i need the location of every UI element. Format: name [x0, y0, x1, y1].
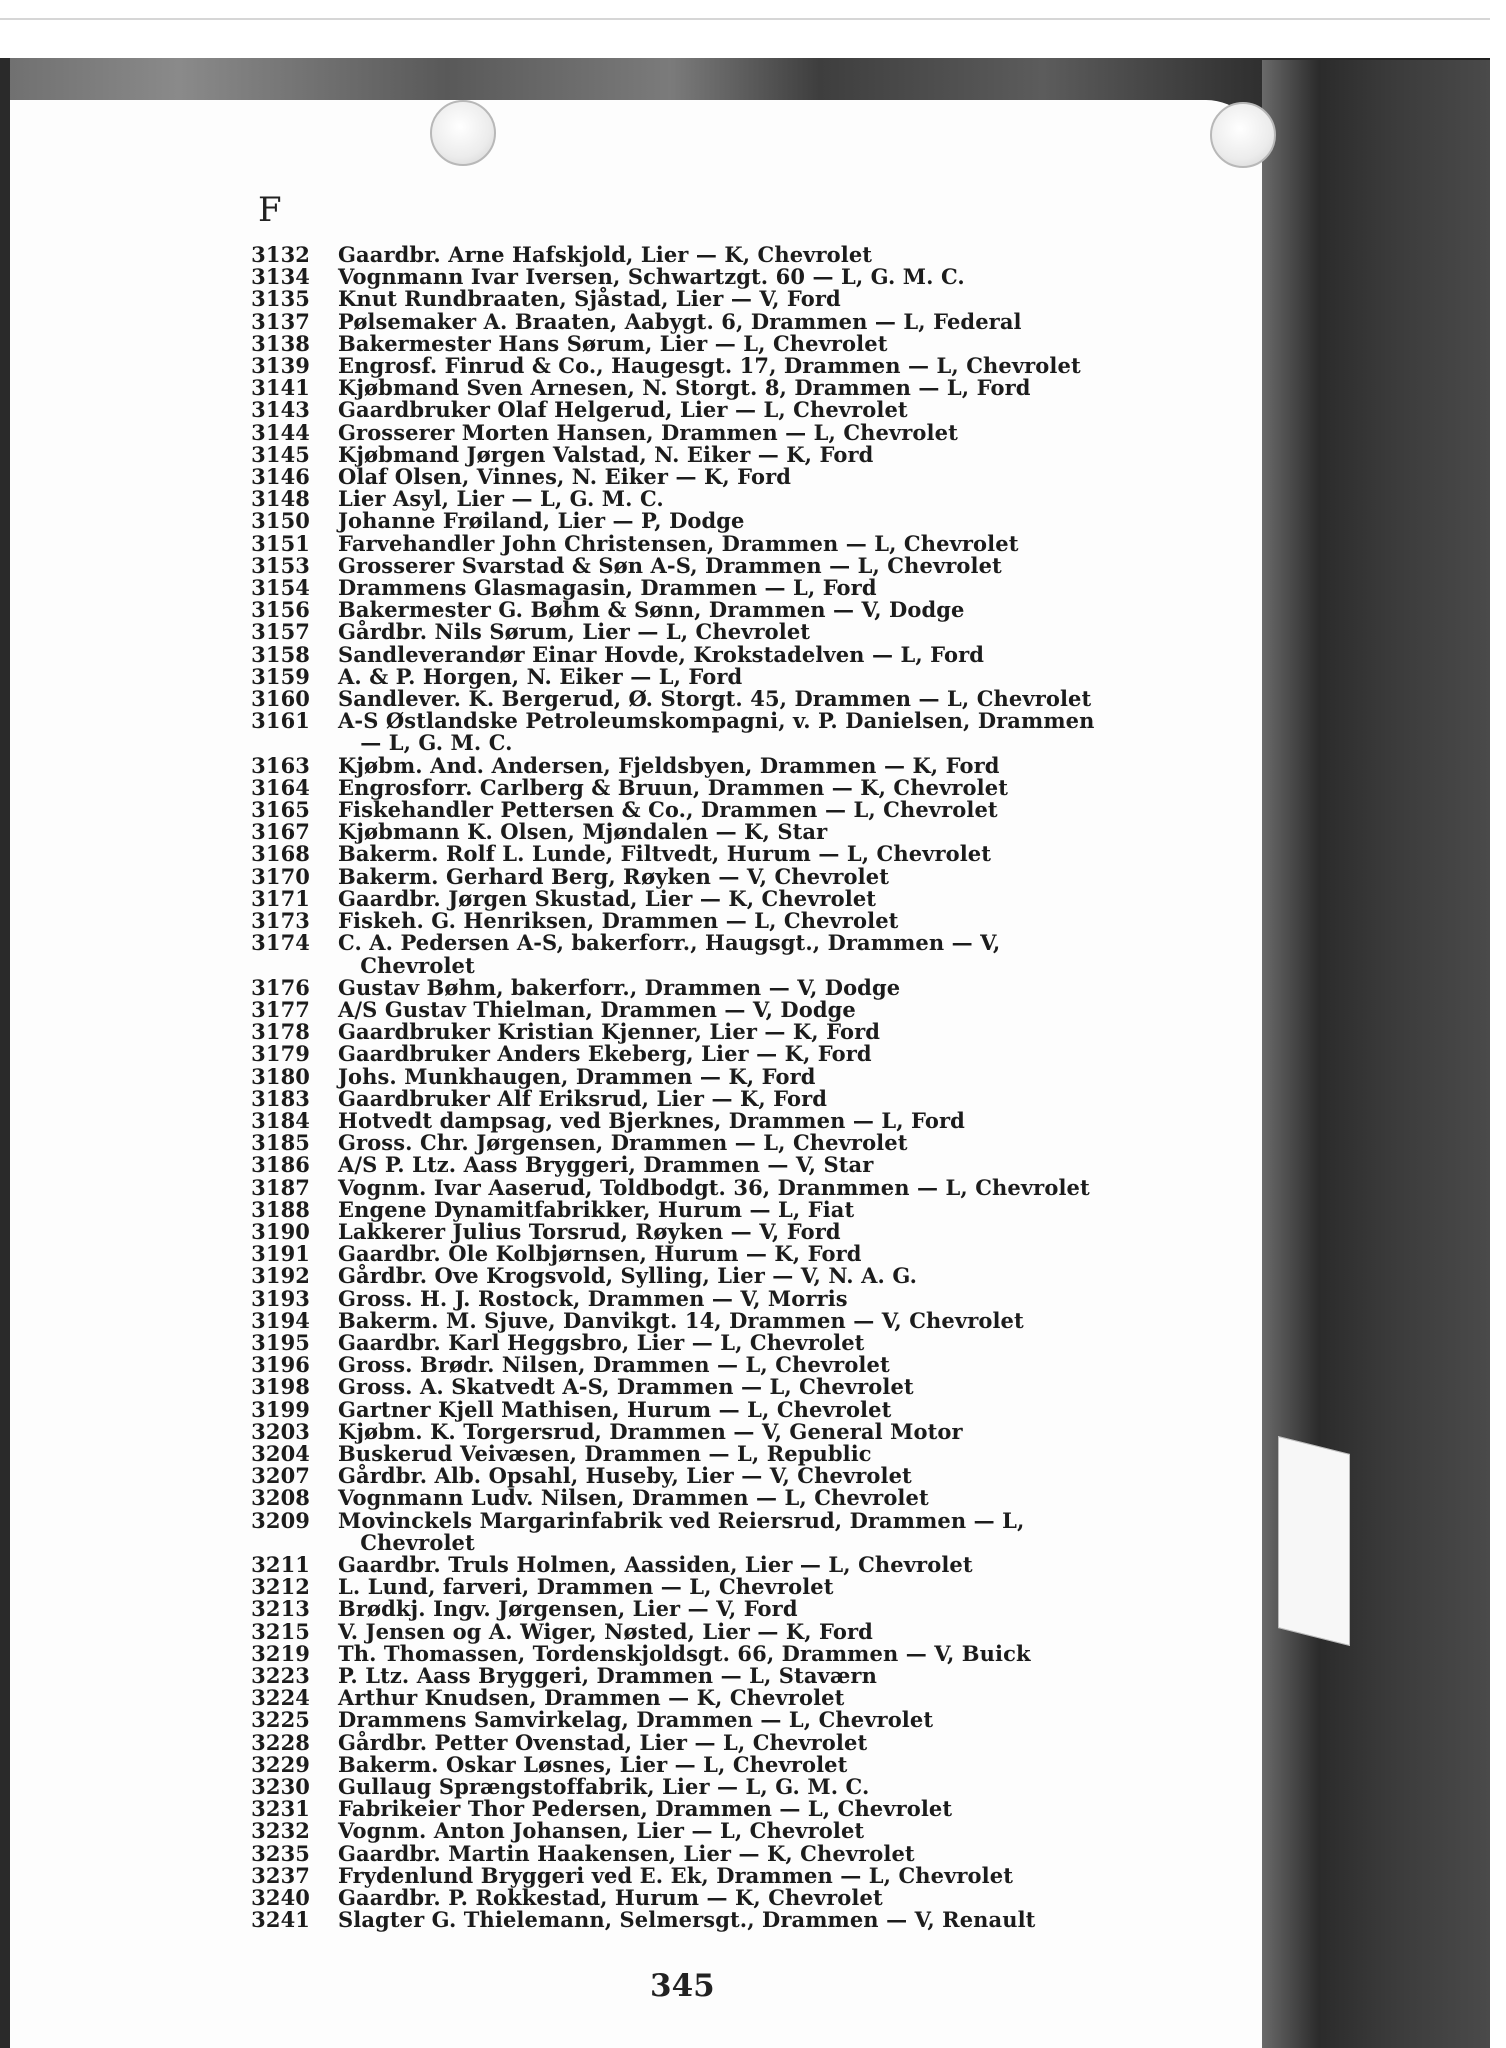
registry-entry [240, 1729, 1250, 1755]
registration-number: 3190 [251, 1218, 310, 1244]
registration-number: 3153 [251, 552, 310, 578]
registry-entry [240, 932, 1250, 976]
registry-entry [240, 1909, 1250, 1931]
paper-flap [1278, 1436, 1350, 1646]
owner-vehicle-text: Gartner Kjell Mathisen, Hurum — L, Chevrolet [338, 1396, 892, 1422]
owner-vehicle-text: Pølsemaker A. Braaten, Aabygt. 6, Drammen — L, Federal [338, 308, 1022, 334]
registry-entry [240, 1551, 1250, 1577]
registry-entry [240, 1329, 1250, 1355]
owner-vehicle-text: Gaardbruker Alf Eriksrud, Lier — K, Ford [338, 1085, 828, 1111]
registration-number: 3185 [251, 1130, 310, 1156]
registration-number: 3163 [251, 752, 310, 778]
registration-number: 3158 [251, 641, 310, 667]
owner-vehicle-text: P. Ltz. Aass Bryggeri, Drammen — L, Staværn [338, 1663, 877, 1688]
owner-vehicle-text: Olaf Olsen, Vinnes, N. Eiker — K, Ford [338, 464, 792, 490]
owner-vehicle-text: Vognm. Anton Johansen, Lier — L, Chevrolet [338, 1818, 865, 1844]
registry-entry [240, 308, 1250, 334]
registry-entry [240, 244, 1250, 266]
registry-entry [240, 1021, 1250, 1043]
registration-number: 3174 [251, 930, 310, 956]
registry-entry [240, 488, 1250, 510]
registration-number: 3198 [251, 1374, 310, 1400]
registration-number: 3161 [251, 708, 310, 734]
section-letter: F [258, 190, 282, 230]
registry-entry [240, 1440, 1250, 1466]
registry-entry [240, 1196, 1250, 1222]
registration-number: 3179 [251, 1041, 310, 1067]
registration-number: 3173 [251, 908, 310, 934]
registration-number: 3219 [251, 1640, 310, 1666]
registration-number: 3144 [251, 419, 310, 445]
registry-entry [240, 288, 1250, 310]
registry-entry [240, 1507, 1250, 1555]
registry-entry [240, 1487, 1250, 1509]
registry-entry [240, 599, 1250, 621]
registration-number: 3215 [251, 1618, 310, 1644]
owner-vehicle-text: Gross. Brødr. Nilsen, Drammen — L, Chevrolet [338, 1352, 890, 1378]
registration-number: 3186 [251, 1152, 310, 1178]
registry-entry [240, 885, 1250, 911]
owner-vehicle-text: Grosserer Morten Hansen, Drammen — L, Chevrolet [338, 419, 958, 445]
owner-vehicle-text: Knut Rundbraaten, Sjåstad, Lier — V, Ford [338, 286, 841, 312]
registry-entry [240, 266, 1250, 288]
owner-vehicle-text: Hotvedt dampsag, ved Bjerknes, Drammen — L, Ford [338, 1107, 965, 1133]
registry-entry [240, 510, 1250, 532]
registry-entry [240, 1776, 1250, 1798]
registry-entry [240, 1243, 1250, 1265]
owner-vehicle-text: Gaardbruker Anders Ekeberg, Lier — K, Ford [338, 1041, 872, 1067]
registration-number: 3157 [251, 619, 310, 645]
registration-number: 3196 [251, 1352, 310, 1378]
registry-entry [240, 1396, 1250, 1422]
registry-entry [240, 688, 1250, 710]
registry-entry [240, 1174, 1250, 1200]
owner-vehicle-text: Gaardbr. P. Rokkestad, Hurum — K, Chevrolet [338, 1885, 883, 1911]
owner-vehicle-text: Bakerm. Rolf L. Lunde, Filtvedt, Hurum — L, Chevrolet [338, 841, 992, 867]
registry-entry [240, 1154, 1250, 1176]
registry-entry [240, 1820, 1250, 1842]
owner-vehicle-text: Gårdbr. Alb. Opsahl, Huseby, Lier — V, Chevrolet [338, 1463, 912, 1489]
registry-entry [240, 774, 1250, 800]
registry-entry [240, 1285, 1250, 1311]
registration-number: 3213 [251, 1596, 310, 1622]
registry-entry [240, 1265, 1250, 1287]
owner-vehicle-text: Gaardbruker Kristian Kjenner, Lier — K, Ford [338, 1019, 881, 1045]
owner-vehicle-text: Gaardbr. Karl Heggsbro, Lier — L, Chevrolet [338, 1329, 865, 1355]
registration-number: 3240 [251, 1885, 310, 1911]
registry-entry [240, 799, 1250, 821]
registry-entry [240, 1085, 1250, 1111]
registration-number: 3211 [251, 1551, 310, 1577]
owner-vehicle-text: Kjøbm. And. Andersen, Fjeldsbyen, Drammen — K, Ford [338, 752, 1000, 778]
owner-vehicle-text: Lakkerer Julius Torsrud, Røyken — V, Ford [338, 1218, 841, 1244]
registry-entry [240, 843, 1250, 865]
registration-number: 3164 [251, 774, 310, 800]
registration-number: 3235 [251, 1840, 310, 1866]
registry-list [240, 244, 1250, 1931]
owner-vehicle-text: Gross. Chr. Jørgensen, Drammen — L, Chevrolet [338, 1130, 908, 1156]
owner-vehicle-text: Frydenlund Bryggeri ved E. Ek, Drammen — L, Chevrolet [338, 1862, 1014, 1888]
registration-number: 3141 [251, 375, 310, 401]
registry-entry [240, 1376, 1250, 1398]
registration-number: 3192 [251, 1263, 310, 1289]
registry-entry [240, 663, 1250, 689]
registration-number: 3208 [251, 1485, 310, 1511]
owner-vehicle-text: Fabrikeier Thor Pedersen, Drammen — L, Chevrolet [338, 1796, 953, 1822]
registration-number: 3178 [251, 1019, 310, 1045]
owner-vehicle-text: Bakermester Hans Sørum, Lier — L, Chevrolet [338, 330, 888, 356]
registry-entry [240, 466, 1250, 488]
owner-vehicle-text: Th. Thomassen, Tordenskjoldsgt. 66, Drammen — V, Buick [338, 1640, 1031, 1666]
owner-vehicle-text: Sandlever. K. Bergerud, Ø. Storgt. 45, Drammen — L, Chevrolet [338, 686, 1092, 712]
owner-vehicle-text: Gårdbr. Ove Krogsvold, Sylling, Lier — V, N. A. G. [338, 1263, 918, 1289]
registration-number: 3195 [251, 1329, 310, 1355]
owner-vehicle-text: Movinckels Margarinfabrik ved Reiersrud, Drammen — L, Chevrolet [338, 1507, 1025, 1555]
registration-number: 3229 [251, 1751, 310, 1777]
registration-number: 3148 [251, 486, 310, 512]
registry-entry [240, 1576, 1250, 1598]
registry-entry [240, 641, 1250, 667]
registry-entry [240, 1218, 1250, 1244]
registry-entry [240, 530, 1250, 556]
registration-number: 3135 [251, 286, 310, 312]
registry-entry [240, 821, 1250, 843]
owner-vehicle-text: Gaardbr. Arne Hafskjold, Lier — K, Chevrolet [338, 242, 873, 267]
registration-number: 3225 [251, 1707, 310, 1733]
registration-number: 3199 [251, 1396, 310, 1422]
registry-entry [240, 1640, 1250, 1666]
registry-entry [240, 974, 1250, 1000]
registration-number: 3170 [251, 863, 310, 889]
registration-number: 3151 [251, 530, 310, 556]
owner-vehicle-text: Fiskehandler Pettersen & Co., Drammen — L, Chevrolet [338, 797, 998, 823]
registry-entry [240, 910, 1250, 932]
owner-vehicle-text: Engene Dynamitfabrikker, Hurum — L, Fiat [338, 1196, 855, 1222]
punch-hole-left [430, 100, 496, 166]
registration-number: 3193 [251, 1285, 310, 1311]
registry-entry [240, 1043, 1250, 1065]
registry-entry [240, 399, 1250, 421]
owner-vehicle-text: Gullaug Sprængstoffabrik, Lier — L, G. M. C. [338, 1774, 870, 1800]
registration-number: 3232 [251, 1818, 310, 1844]
registry-entry [240, 621, 1250, 643]
registry-entry [240, 1840, 1250, 1866]
owner-vehicle-text: Engrosf. Finrud & Co., Haugesgt. 17, Drammen — L, Chevrolet [338, 353, 1081, 379]
registry-entry [240, 441, 1250, 467]
owner-vehicle-text: Bakerm. M. Sjuve, Danvikgt. 14, Drammen — V, Chevrolet [338, 1307, 1024, 1333]
registration-number: 3188 [251, 1196, 310, 1222]
scan-top-rule [0, 18, 1490, 20]
registration-number: 3187 [251, 1174, 310, 1200]
registry-entry [240, 752, 1250, 778]
registration-number: 3159 [251, 663, 310, 689]
registration-number: 3145 [251, 441, 310, 467]
registry-entry [240, 577, 1250, 599]
registry-entry [240, 996, 1250, 1022]
registration-number: 3143 [251, 397, 310, 423]
owner-vehicle-text: Bakerm. Gerhard Berg, Røyken — V, Chevrolet [338, 863, 889, 889]
registry-entry [240, 1887, 1250, 1909]
owner-vehicle-text: Brødkj. Ingv. Jørgensen, Lier — V, Ford [338, 1596, 798, 1622]
registration-number: 3150 [251, 508, 310, 534]
owner-vehicle-text: C. A. Pedersen A-S, bakerforr., Haugsgt., Drammen — V, Chevrolet [338, 930, 1001, 978]
registry-entry [240, 1354, 1250, 1376]
registry-entry [240, 330, 1250, 356]
registry-entry [240, 1307, 1250, 1333]
owner-vehicle-text: Gaardbr. Martin Haakensen, Lier — K, Chevrolet [338, 1840, 915, 1866]
owner-vehicle-text: Gross. H. J. Rostock, Drammen — V, Morris [338, 1285, 848, 1311]
registration-number: 3237 [251, 1862, 310, 1888]
owner-vehicle-text: Gårdbr. Nils Sørum, Lier — L, Chevrolet [338, 619, 811, 645]
registration-number: 3165 [251, 797, 310, 823]
owner-vehicle-text: Bakermester G. Bøhm & Sønn, Drammen — V, Dodge [338, 597, 965, 623]
scan-shadow-left [0, 58, 10, 2048]
owner-vehicle-text: Gaardbr. Ole Kolbjørnsen, Hurum — K, Ford [338, 1241, 862, 1267]
registration-number: 3223 [251, 1663, 310, 1688]
owner-vehicle-text: L. Lund, farveri, Drammen — L, Chevrolet [338, 1574, 834, 1600]
owner-vehicle-text: Drammens Samvirkelag, Drammen — L, Chevrolet [338, 1707, 934, 1733]
owner-vehicle-text: Gaardbr. Truls Holmen, Aassiden, Lier — L, Chevrolet [338, 1551, 973, 1577]
registration-number: 3168 [251, 841, 310, 867]
owner-vehicle-text: Kjøbmand Sven Arnesen, N. Storgt. 8, Drammen — L, Ford [338, 375, 1031, 401]
registry-entry [240, 710, 1250, 754]
registration-number: 3177 [251, 996, 310, 1022]
owner-vehicle-text: Kjøbmann K. Olsen, Mjøndalen — K, Star [338, 819, 828, 845]
registration-number: 3138 [251, 330, 310, 356]
owner-vehicle-text: Kjøbm. K. Torgersrud, Drammen — V, General Motor [338, 1418, 963, 1444]
owner-vehicle-text: Kjøbmand Jørgen Valstad, N. Eiker — K, Ford [338, 441, 874, 467]
registry-entry [240, 1063, 1250, 1089]
owner-vehicle-text: Buskerud Veivæsen, Drammen — L, Republic [338, 1440, 872, 1466]
owner-vehicle-text: Johs. Munkhaugen, Drammen — K, Ford [338, 1063, 816, 1089]
registry-entry [240, 377, 1250, 399]
registry-entry [240, 1418, 1250, 1444]
registration-number: 3137 [251, 308, 310, 334]
registration-number: 3212 [251, 1574, 310, 1600]
registration-number: 3191 [251, 1241, 310, 1267]
registration-number: 3154 [251, 575, 310, 601]
owner-vehicle-text: Engrosforr. Carlberg & Bruun, Drammen — K, Chevrolet [338, 774, 1008, 800]
registration-number: 3209 [251, 1507, 310, 1533]
page-number: 345 [650, 1968, 715, 2004]
owner-vehicle-text: Vognmann Ludv. Nilsen, Drammen — L, Chevrolet [338, 1485, 929, 1511]
registration-number: 3132 [251, 242, 310, 267]
registry-entry [240, 1751, 1250, 1777]
registration-number: 3156 [251, 597, 310, 623]
registry-entry [240, 863, 1250, 889]
registration-number: 3160 [251, 686, 310, 712]
registration-number: 3194 [251, 1307, 310, 1333]
owner-vehicle-text: A. & P. Horgen, N. Eiker — L, Ford [338, 663, 743, 689]
registration-number: 3228 [251, 1729, 310, 1755]
registry-entry [240, 1862, 1250, 1888]
owner-vehicle-text: Drammens Glasmagasin, Drammen — L, Ford [338, 575, 877, 601]
owner-vehicle-text: V. Jensen og A. Wiger, Nøsted, Lier — K, Ford [338, 1618, 873, 1644]
owner-vehicle-text: A/S Gustav Thielman, Drammen — V, Dodge [338, 996, 856, 1022]
owner-vehicle-text: Johanne Frøiland, Lier — P, Dodge [338, 508, 745, 534]
owner-vehicle-text: Vognm. Ivar Aaserud, Toldbodgt. 36, Dranmmen — L, Chevrolet [338, 1174, 1090, 1200]
registration-number: 3167 [251, 819, 310, 845]
registration-number: 3204 [251, 1440, 310, 1466]
registry-entry [240, 1665, 1250, 1687]
owner-vehicle-text: Slagter G. Thielemann, Selmersgt., Drammen — V, Renault [338, 1907, 1036, 1933]
owner-vehicle-text: Grosserer Svarstad & Søn A-S, Drammen — L, Chevrolet [338, 552, 1002, 578]
owner-vehicle-text: Farvehandler John Christensen, Drammen — L, Chevrolet [338, 530, 1019, 556]
owner-vehicle-text: Gross. A. Skatvedt A-S, Drammen — L, Chevrolet [338, 1374, 914, 1400]
owner-vehicle-text: Bakerm. Oskar Løsnes, Lier — L, Chevrolet [338, 1751, 848, 1777]
registration-number: 3207 [251, 1463, 310, 1489]
registry-entry [240, 419, 1250, 445]
registration-number: 3139 [251, 353, 310, 379]
registry-entry [240, 355, 1250, 377]
owner-vehicle-text: Vognmann Ivar Iversen, Schwartzgt. 60 — L, G. M. C. [338, 264, 965, 290]
registration-number: 3184 [251, 1107, 310, 1133]
owner-vehicle-text: Sandleverandør Einar Hovde, Krokstadelven — L, Ford [338, 641, 985, 667]
registry-entry [240, 1598, 1250, 1620]
owner-vehicle-text: A/S P. Ltz. Aass Bryggeri, Drammen — V, Star [338, 1152, 874, 1178]
owner-vehicle-text: Gårdbr. Petter Ovenstad, Lier — L, Chevrolet [338, 1729, 868, 1755]
punch-hole-right [1210, 102, 1276, 168]
owner-vehicle-text: Lier Asyl, Lier — L, G. M. C. [338, 486, 664, 512]
registration-number: 3183 [251, 1085, 310, 1111]
registry-entry [240, 1798, 1250, 1820]
registration-number: 3176 [251, 974, 310, 1000]
owner-vehicle-text: Fiskeh. G. Henriksen, Drammen — L, Chevrolet [338, 908, 899, 934]
registration-number: 3203 [251, 1418, 310, 1444]
owner-vehicle-text: A-S Østlandske Petroleumskompagni, v. P. Danielsen, Drammen — L, G. M. C. [338, 708, 1095, 756]
owner-vehicle-text: Gaardbr. Jørgen Skustad, Lier — K, Chevrolet [338, 885, 877, 911]
registration-number: 3146 [251, 464, 310, 490]
owner-vehicle-text: Arthur Knudsen, Drammen — K, Chevrolet [338, 1685, 845, 1711]
registration-number: 3241 [251, 1907, 310, 1933]
registration-number: 3171 [251, 885, 310, 911]
registration-number: 3134 [251, 264, 310, 290]
registry-entry [240, 1709, 1250, 1731]
registry-entry [240, 1132, 1250, 1154]
registration-number: 3224 [251, 1685, 310, 1711]
owner-vehicle-text: Gaardbruker Olaf Helgerud, Lier — L, Chevrolet [338, 397, 908, 423]
registry-entry [240, 1107, 1250, 1133]
registry-entry [240, 1687, 1250, 1709]
registration-number: 3231 [251, 1796, 310, 1822]
registration-number: 3180 [251, 1063, 310, 1089]
owner-vehicle-text: Gustav Bøhm, bakerforr., Drammen — V, Dodge [338, 974, 901, 1000]
registry-entry [240, 552, 1250, 578]
registry-entry [240, 1465, 1250, 1487]
registration-number: 3230 [251, 1774, 310, 1800]
binder-edge [1262, 60, 1490, 2048]
registry-entry [240, 1618, 1250, 1644]
